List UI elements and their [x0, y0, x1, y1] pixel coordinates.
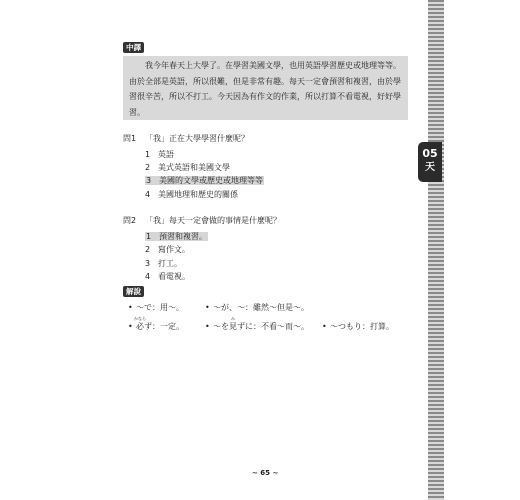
note-tsumori: • ～つもり：打算。 — [322, 322, 394, 331]
note-de: • ～で：用～。 — [128, 303, 184, 312]
day-label: 天 — [425, 162, 435, 173]
note-ga: • ～が、～：雖然～但是～。 — [205, 303, 309, 312]
day-tab — [418, 142, 442, 182]
question-2-label: 問2 — [123, 216, 137, 225]
question-1 — [123, 134, 249, 144]
q2-option-4: 4 看電視。 — [145, 272, 190, 281]
page-number: ~ 65 ~ — [252, 469, 279, 477]
note-kanarazu: • 必 かなら ず：一定。 — [128, 316, 184, 331]
q2-option-3: 3 打工。 — [145, 259, 182, 268]
question-1-text: 「我」正在大學學習什麼呢？ — [145, 134, 249, 143]
explanation-tag: 解說 — [123, 286, 144, 297]
translation-text: 我今年春天上大學了。在學習美國文學，也用英語學習歷史或地理等等。由於全部是英語，所以很難，但是非常有趣。每天一定會預習和複習，由於學習很辛苦，所以不打工。今天因為有作文的作業，所以打算不看電視，好好學習。 — [129, 61, 401, 117]
q1-option-3-highlighted: 3 美國的文學或歷史或地理等等 — [146, 176, 263, 185]
q1-option-2: 2 美式英語和美國文學 — [145, 163, 230, 172]
page-edge-stripes — [428, 0, 444, 500]
translation-tag: 中譯 — [123, 42, 144, 53]
day-number: 05 — [422, 147, 438, 160]
q2-option-2: 2 寫作文。 — [145, 245, 190, 254]
question-1-label: 問1 — [123, 134, 137, 143]
ruby-mi: み — [231, 316, 235, 321]
q1-option-1: 1 英語 — [145, 150, 174, 159]
note-mizuni: • ～を見 み ずに：不看～而～。 — [205, 316, 309, 331]
ruby-kanarazu: かなら — [134, 316, 146, 321]
q1-option-4: 4 美國地理和歷史的關係 — [145, 190, 238, 199]
question-2 — [123, 216, 281, 226]
question-2-text: 「我」每天一定會做的事情是什麼呢？ — [145, 216, 281, 225]
translation-box — [123, 56, 408, 120]
q2-option-1-highlighted: 1 預習和複習。 — [146, 232, 207, 241]
